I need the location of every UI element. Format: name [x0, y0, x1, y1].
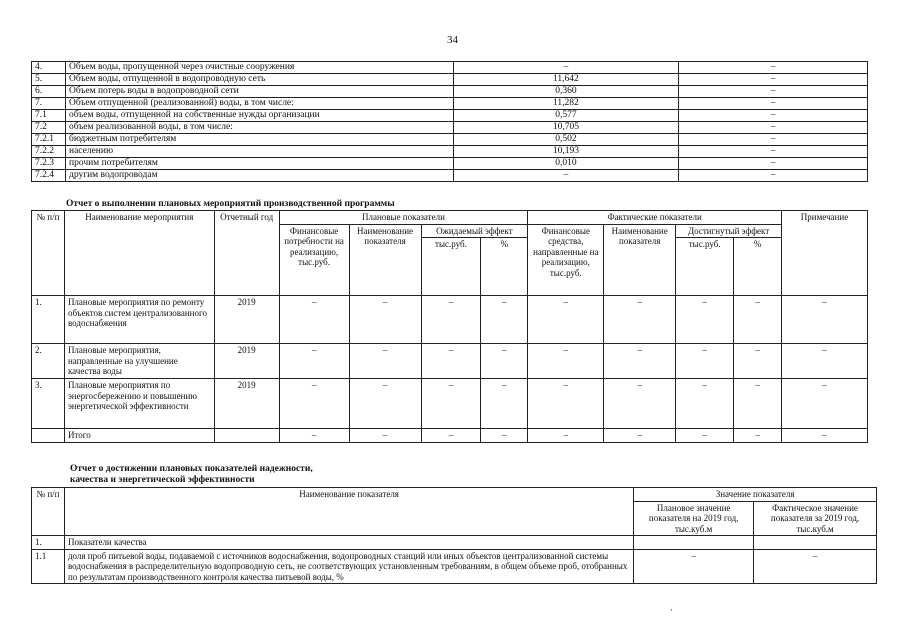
table-row	[32, 158, 868, 170]
table-row	[32, 74, 868, 86]
section-title-indicators-2: качества и энергетической эффективности	[70, 475, 255, 485]
activities-table	[31, 210, 868, 443]
row-value-dash: –	[782, 344, 868, 379]
table-row	[32, 146, 868, 158]
row-plan-value: 10,705	[453, 122, 679, 134]
row-number: 7.2.3	[32, 158, 66, 170]
row-number: 4.	[32, 62, 66, 74]
row-value-dash: –	[676, 429, 734, 443]
page-number: 34	[447, 34, 458, 46]
row-fact-value: –	[679, 122, 868, 134]
row-fact-value: –	[679, 134, 868, 146]
row-number: 7.1	[32, 110, 66, 122]
row-fact-value: –	[679, 98, 868, 110]
col-name: Наименование мероприятия	[64, 211, 214, 296]
col-year: Отчетный год	[214, 211, 279, 296]
row-number: 2.	[32, 344, 65, 379]
row-plan-value: 11,282	[453, 98, 679, 110]
table-row	[32, 110, 868, 122]
table-row	[32, 122, 868, 134]
row-plan-value: 10,193	[453, 146, 679, 158]
col-actual: Фактические показатели	[528, 211, 782, 225]
row-value-dash: –	[528, 344, 604, 379]
col-expected-rub: тыс.руб.	[421, 238, 481, 296]
row-value-dash: –	[349, 296, 421, 344]
row-value-dash: –	[782, 296, 868, 344]
row-name: Объем потерь воды в водопроводной сети	[65, 86, 453, 98]
row-number: 7.	[32, 98, 66, 110]
row-value-dash: –	[421, 429, 481, 443]
table-row	[32, 344, 868, 379]
col-plan-indicator: Наименование показателя	[349, 224, 421, 296]
row-name: бюджетным потребителям	[65, 134, 453, 146]
row-value-dash: –	[528, 379, 604, 429]
row-number: 7.2.4	[32, 170, 66, 182]
section-title-indicators-1: Отчет о достижении плановых показателей надежности,	[70, 464, 313, 474]
row-name: Плановые мероприятия по энергосбережению и повышению энергетической эффективности	[64, 379, 214, 429]
row-name: Объем воды, отпущенной в водопроводную сеть	[65, 74, 453, 86]
row-value-dash: –	[528, 296, 604, 344]
row-value-dash: –	[782, 379, 868, 429]
col-num: № п/п	[32, 211, 65, 296]
row-name: Итого	[64, 429, 214, 443]
row-plan-value: 0,502	[453, 134, 679, 146]
row-value-dash: –	[734, 379, 782, 429]
row-name: объем реализованной воды, в том числе:	[65, 122, 453, 134]
row-plan-value: 11,642	[453, 74, 679, 86]
row-year: 2019	[214, 344, 279, 379]
row-value-dash: –	[604, 344, 676, 379]
table-row	[32, 98, 868, 110]
row-value-dash: –	[481, 344, 528, 379]
col-expected-pct: %	[481, 238, 528, 296]
row-plan-value: 0,577	[453, 110, 679, 122]
row-year: 2019	[214, 296, 279, 344]
row-plan-value: 0,010	[453, 158, 679, 170]
table-row	[32, 170, 868, 182]
row-value-dash: –	[604, 379, 676, 429]
table-row	[32, 62, 868, 74]
row-number	[32, 429, 65, 443]
row-number: 6.	[32, 86, 66, 98]
row-value-dash: –	[734, 344, 782, 379]
table-row	[32, 296, 868, 344]
row-number: 1.	[32, 536, 65, 550]
row-name: населению	[65, 146, 453, 158]
row-value-dash: –	[481, 296, 528, 344]
row-fact-value: –	[754, 549, 877, 584]
table-row	[32, 134, 868, 146]
row-fact-value: –	[679, 74, 868, 86]
table-row	[32, 549, 877, 584]
row-value-dash: –	[421, 344, 481, 379]
col-fact-indicator: Наименование показателя	[604, 224, 676, 296]
row-name: доля проб питьевой воды, подаваемой с источников водоснабжения, водопроводных станций или иных объектов централизованной системы водоснабжения в распределительную водопроводную сеть, не соответствующих установленным требованиям, в общем объеме проб, отобранных по результатам производственного контроля качества питьевой воды, %	[64, 549, 633, 584]
row-name: объем воды, отпущенной на собственные нужды организации	[65, 110, 453, 122]
row-value-dash: –	[481, 429, 528, 443]
row-value-dash: –	[676, 344, 734, 379]
table-row	[32, 429, 868, 443]
row-value-dash: –	[349, 379, 421, 429]
col-achieved-pct: %	[734, 238, 782, 296]
row-value-dash: –	[734, 429, 782, 443]
col-indicator-name: Наименование показателя	[64, 488, 633, 536]
row-value-dash: –	[279, 379, 349, 429]
row-plan-value: 0,360	[453, 86, 679, 98]
col-indicator-value: Значение показателя	[634, 488, 877, 502]
row-value-dash: –	[421, 379, 481, 429]
col-expected-effect: Ожидаемый эффект	[421, 224, 528, 238]
col-num: № п/п	[32, 488, 65, 536]
col-plan-fin: Финансовые потребности на реализацию, тыс.руб.	[279, 224, 349, 296]
row-fact-value: –	[679, 170, 868, 182]
row-value-dash: –	[528, 429, 604, 443]
row-fact-value: –	[679, 110, 868, 122]
col-fact-value: Фактическое значение показателя за 2019 год, тыс.куб.м	[754, 501, 877, 536]
row-fact-value: –	[679, 158, 868, 170]
row-number: 7.2.2	[32, 146, 66, 158]
row-plan-value	[634, 536, 754, 550]
col-achieved-rub: тыс.руб.	[676, 238, 734, 296]
row-number: 1.	[32, 296, 65, 344]
section-title-activities: Отчет о выполнении плановых мероприятий производственной программы	[66, 199, 395, 209]
row-name: прочим потребителям	[65, 158, 453, 170]
row-value-dash: –	[349, 344, 421, 379]
row-value-dash: –	[782, 429, 868, 443]
col-note: Примечание	[782, 211, 868, 296]
row-value-dash: –	[349, 429, 421, 443]
row-plan-value: –	[453, 62, 679, 74]
row-number: 7.2.1	[32, 134, 66, 146]
col-plan-value: Плановое значение показателя на 2019 год, тыс.куб.м	[634, 501, 754, 536]
row-name: Показатели качества	[64, 536, 633, 550]
row-value-dash: –	[604, 296, 676, 344]
row-value-dash: –	[676, 379, 734, 429]
col-fact-fin: Финансовые средства, направленные на реализацию, тыс.руб.	[528, 224, 604, 296]
row-value-dash: –	[279, 429, 349, 443]
row-name: Объем воды, пропущенной через очистные сооружения	[65, 62, 453, 74]
row-fact-value: –	[679, 146, 868, 158]
row-plan-value: –	[453, 170, 679, 182]
row-fact-value: –	[679, 86, 868, 98]
row-name: Объем отпущенной (реализованной) воды, в том числе:	[65, 98, 453, 110]
row-value-dash: –	[604, 429, 676, 443]
row-value-dash: –	[421, 296, 481, 344]
col-planned: Плановые показатели	[279, 211, 528, 225]
row-value-dash: –	[279, 344, 349, 379]
row-year: 2019	[214, 379, 279, 429]
col-achieved-effect: Достигнутый эффект	[676, 224, 782, 238]
row-number: 7.2	[32, 122, 66, 134]
row-value-dash: –	[676, 296, 734, 344]
row-number: 1.1	[32, 549, 65, 584]
row-fact-value: –	[679, 62, 868, 74]
water-volume-table	[31, 61, 868, 182]
row-name: Плановые мероприятия по ремонту объектов систем централизованного водоснабжения	[64, 296, 214, 344]
footer-mark: ·	[670, 605, 673, 615]
table-row	[32, 379, 868, 429]
row-value-dash: –	[734, 296, 782, 344]
row-plan-value: –	[634, 549, 754, 584]
row-name: другим водопроводам	[65, 170, 453, 182]
row-value-dash: –	[279, 296, 349, 344]
row-name: Плановые мероприятия, направленные на улучшение качества воды	[64, 344, 214, 379]
row-year	[214, 429, 279, 443]
row-fact-value	[754, 536, 877, 550]
row-number: 5.	[32, 74, 66, 86]
indicators-table	[31, 487, 877, 584]
table-row	[32, 536, 877, 550]
row-value-dash: –	[481, 379, 528, 429]
row-number: 3.	[32, 379, 65, 429]
table-row	[32, 86, 868, 98]
